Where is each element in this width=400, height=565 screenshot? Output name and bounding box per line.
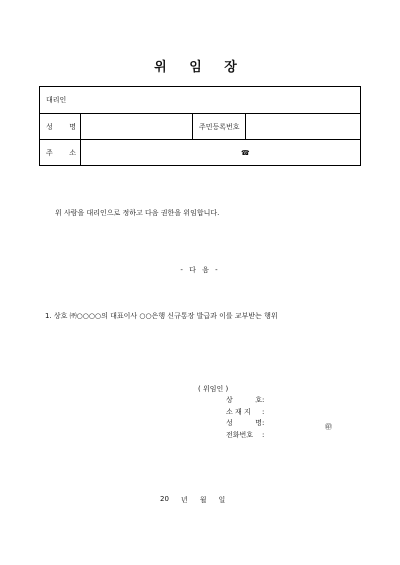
trade-name-colon: : [262, 396, 265, 404]
delegator-name-colon: : [262, 419, 265, 427]
date-year-unit: 년 [180, 496, 188, 504]
phone-colon: : [262, 430, 265, 439]
document-title: 위 임 장 [154, 60, 246, 75]
address-label-cell [40, 140, 81, 166]
location-label: 소 재 지 [226, 407, 251, 416]
agent-label: 대리인 [40, 87, 361, 114]
date-day-unit: 일 [218, 496, 226, 504]
phone-row [226, 430, 264, 442]
name-label-cell [40, 114, 81, 140]
agent-info-table [39, 86, 361, 166]
id-number-label: 주민등록번호 [193, 114, 246, 140]
name-label-part2: 명 [69, 122, 76, 131]
delegator-name-row [226, 418, 264, 430]
following-heading: - 다 음 - [180, 266, 220, 274]
delegated-item-1: 1. 상호 ㈜○○○○의 대표이사 ○○은행 신규통장 발급과 이를 교부받는 행위 [45, 312, 278, 320]
delegator-fields [226, 395, 264, 441]
location-colon: : [262, 407, 265, 416]
agent-name-field[interactable] [81, 114, 193, 140]
date-line [160, 495, 225, 505]
phone-label: 전화번호 [226, 430, 254, 439]
location-row [226, 407, 264, 419]
trade-name-row [226, 395, 264, 407]
phone-icon: ☎ [241, 149, 250, 157]
id-number-field[interactable] [246, 114, 361, 140]
seal-mark: ㊞ [325, 423, 332, 431]
address-label-part1: 주 [46, 148, 53, 157]
delegator-name-label: 성 명 [226, 419, 262, 427]
delegator-heading: ( 위임인 ) [198, 385, 229, 393]
trade-name-label: 상 호 [226, 396, 262, 404]
date-month-unit: 월 [199, 496, 207, 504]
date-year: 20 [160, 495, 169, 503]
address-field[interactable] [81, 140, 361, 166]
delegation-statement: 위 사람을 대리인으로 정하고 다음 권한을 위임합니다. [55, 209, 220, 217]
name-label-part1: 성 [46, 122, 53, 131]
address-label-part2: 소 [69, 148, 76, 157]
